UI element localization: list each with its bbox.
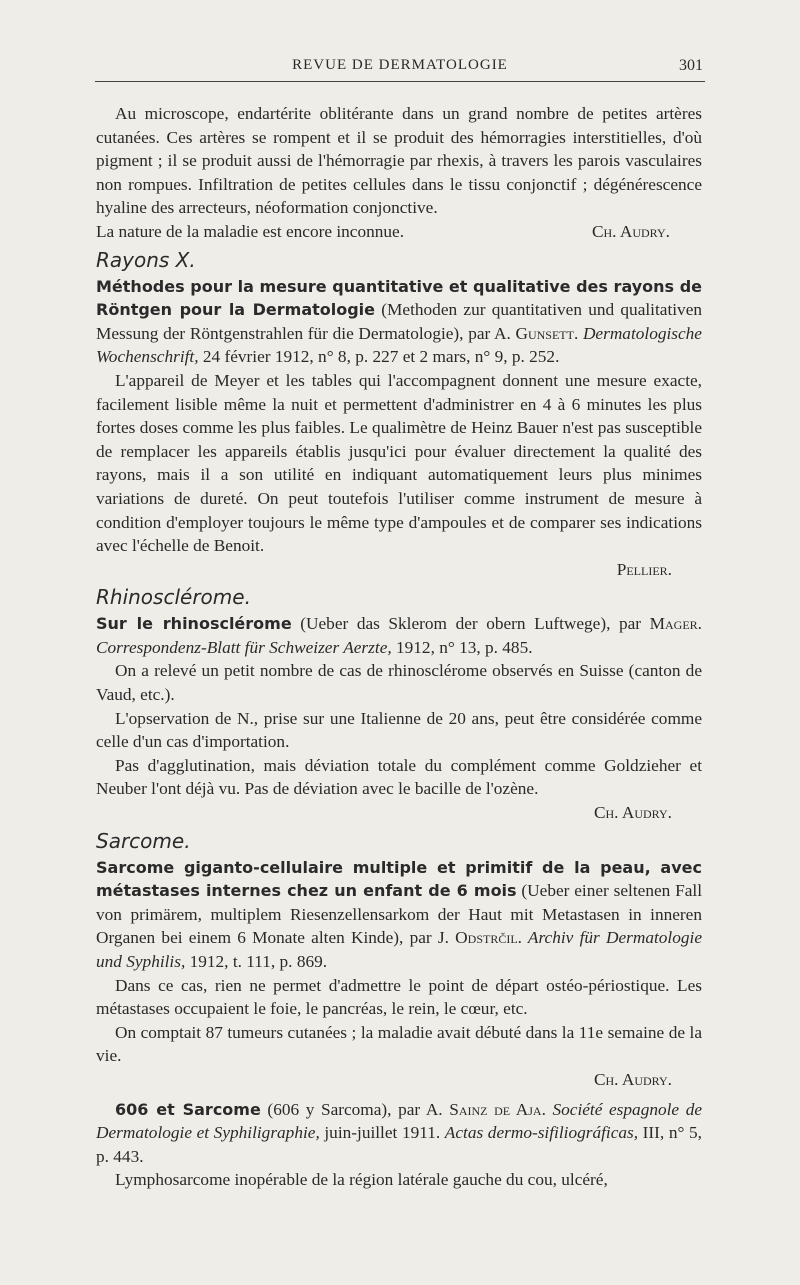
- running-header: [95, 55, 705, 82]
- section-heading: Rayons X.: [96, 247, 196, 272]
- article-reference: [96, 1098, 702, 1169]
- reference-details: 24 février 1912, n° 8, p. 227 et 2 mars, n° 9, p. 252.: [198, 347, 560, 367]
- reference-journal: Dermatologische Wochenschrift,: [96, 323, 702, 367]
- reference-details-2: III, n° 5, p. 443.: [96, 1123, 702, 1166]
- reference-author: Odstrčil.: [455, 928, 522, 948]
- paragraph: [96, 369, 702, 558]
- author-signature: Ch. Audry.: [591, 221, 670, 241]
- article-reference: [96, 612, 702, 659]
- reference-details: 1912, t. 111, p. 869.: [185, 952, 328, 971]
- reference-details: juin-juillet 1911.: [319, 1123, 445, 1143]
- reference-text: (Ueber einer seltenen Fall von primärem, multiplem Riesenzellensarkom der Haut mit Metastasen in inneren Organen bei einem 6 Monate alten Kinde), par J.: [96, 881, 703, 948]
- paragraph: Dans ce cas, rien ne permet d'admettre le point de départ ostéo-périostique. Les métastases occupaient le foie, le pancréas, le rein, le cœur, etc.: [96, 975, 702, 1019]
- reference-author: Gunsett.: [515, 323, 579, 343]
- author-signature: Ch. Audry.: [593, 1069, 672, 1089]
- reference-author: Sainz de Aja.: [449, 1099, 546, 1119]
- paragraph: On comptait 87 tumeurs cutanées ; la maladie avait débuté dans la 11e semaine de la vie.: [96, 1022, 702, 1066]
- author-signature: Pellier.: [616, 559, 672, 579]
- reference-text: (606 y Sarcoma), par A.: [260, 1099, 450, 1119]
- article-title: Méthodes pour la mesure quantitative et qualitative des rayons de Röntgen pour la Dermatologie: [96, 276, 702, 320]
- paragraph: L'opservation de N., prise sur une Italienne de 20 ans, peut être considérée comme celle d'un cas d'importation.: [96, 708, 702, 752]
- article-reference: [96, 275, 702, 369]
- paragraph: Au microscope, endartérite oblitérante dans un grand nombre de petites artères cutanées. Ces artères se rompent et il se produit des hémorragies interstitielles, d'où pigment ; il se produit aussi de l'hémorragie par rhexis, à travers les parois vasculaires non rompues. Infiltration de petites cellules dans le tissu conjonctif ; dégénérescence hyaline des arrecteurs, néoformation conjonctive.: [96, 104, 702, 218]
- paragraph-text: L'appareil de Meyer et les tables qui l'accompagnent donnent une mesure exacte, facilement lisible même la nuit et permettent d'administrer en 4 à 6 minutes les plus fortes doses comme les plus faibles. Le qualimètre de Heinz Bauer n'est pas susceptible de remplacer les appareils établis jusqu'ici pour évaluer directement la qualité des rayons, mais il a son utilité en indiquant automatiquement leurs plus minimes variations de dureté. On peut toutefois l'utiliser comme instrument de mesure à condition d'employer toujours le même type d'ampoules et de comparer ses indications avec l'échelle de Benoit.: [96, 370, 702, 556]
- reference-author: Mager.: [649, 614, 702, 634]
- reference-journal: Société espagnole de Dermatologie et Syphiligraphie,: [96, 1099, 703, 1143]
- article-title: Sur le rhinosclérome: [96, 614, 292, 634]
- paragraph: On a relevé un petit nombre de cas de rhinosclérome observés en Suisse (canton de Vaud, etc.).: [96, 661, 702, 705]
- paragraph: Lymphosarcome inopérable de la région latérale gauche du cou, ulcéré,: [115, 1170, 608, 1190]
- page-number: 301: [679, 57, 703, 74]
- reference-journal-2: Actas dermo-sifiliográficas,: [444, 1123, 639, 1143]
- reference-journal: Correspondenz-Blatt für Schweizer Aerzte,: [96, 637, 392, 657]
- article-title: Sarcome giganto-cellulaire multiple et primitif de la peau, avec métastases internes chez un enfant de 6 mois: [96, 857, 702, 901]
- journal-title: REVUE DE DERMATOLOGIE: [292, 57, 508, 73]
- paragraph-with-signature: [96, 220, 702, 244]
- section-heading: Sarcome.: [96, 828, 191, 853]
- article-title: 606 et Sarcome: [115, 1099, 261, 1119]
- article-reference: [96, 856, 702, 974]
- paragraph: Pas d'agglutination, mais déviation totale du complément comme Goldzieher et Neuber l'ont déjà vu. Pas de déviation avec le bacille de l'ozène.: [96, 755, 702, 799]
- reference-text: (Methoden zur quantitativen und qualitativen Messung der Röntgenstrahlen für die Dermatologie), par A.: [96, 300, 703, 343]
- page-body: [96, 102, 702, 1192]
- reference-text: (Ueber das Sklerom der obern Luftwege), par: [291, 614, 650, 634]
- reference-details: 1912, n° 13, p. 485.: [391, 637, 533, 657]
- author-signature: Ch. Audry.: [593, 803, 672, 823]
- reference-journal: Archiv für Dermatologie und Syphilis,: [96, 928, 702, 971]
- section-heading: Rhinosclérome.: [96, 585, 251, 610]
- paragraph-text: La nature de la maladie est encore inconnue.: [96, 221, 405, 241]
